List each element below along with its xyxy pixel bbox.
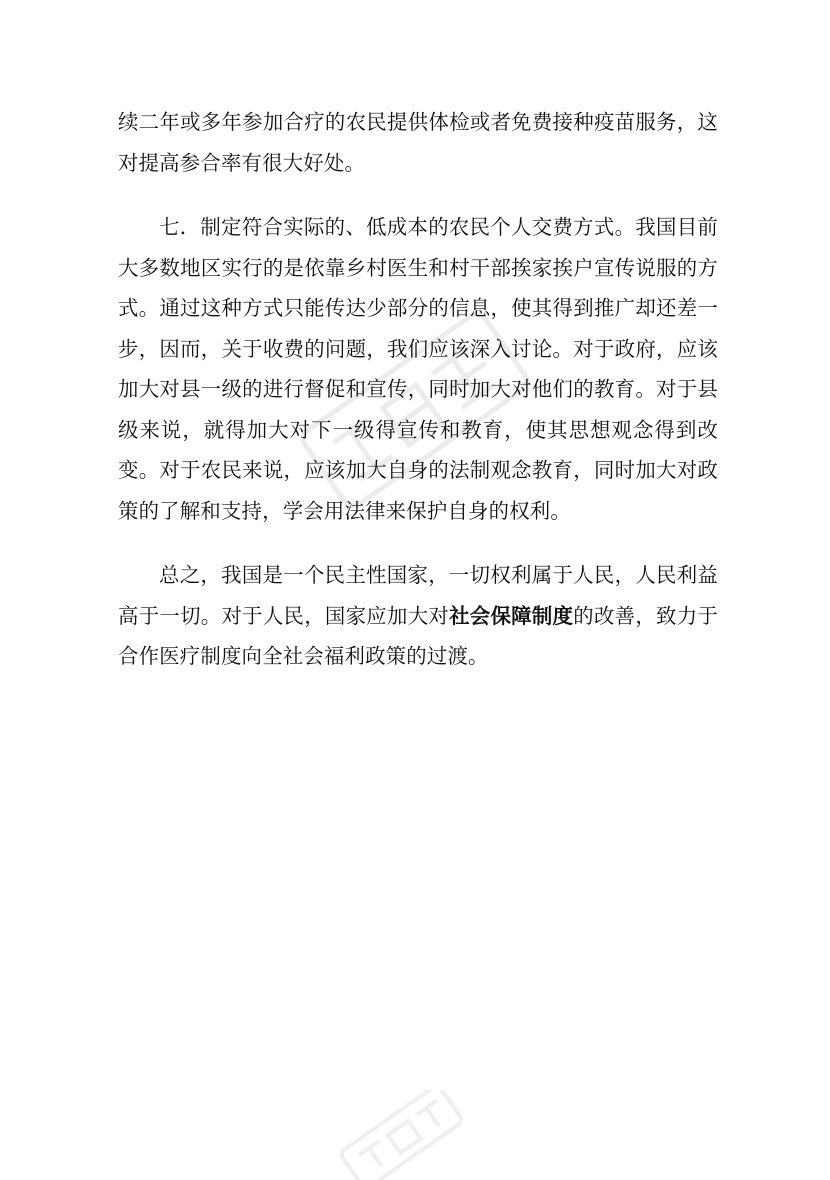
paragraph-conclusion bbox=[118, 555, 718, 677]
conclusion-bold-term: 社会保障制度 bbox=[449, 603, 574, 628]
conclusion-text-before: 总之，我国是一个民主性国家，一切权利属于人民，人民利益高于一切。对于人民，国家应加大对 bbox=[118, 563, 718, 628]
watermark-logo-bottom bbox=[330, 1090, 470, 1180]
paragraph-seven: 七．制定符合实际的、低成本的农民个人交费方式。我国目前大多数地区实行的是依靠乡村医生和村干部挨家挨户宣传说服的方式。通过这种方式只能传达少部分的信息，使其得到推广却还差一步，因而，关于收费的问题，我们应该深入讨论。对于政府，应该加大对县一级的进行督促和宣传，同时加大对他们的教育。对于县级来说，就得加大对下一级得宣传和教育，使其思想观念得到改变。对于农民来说，应该加大自身的法制观念教育，同时加大对政策的了解和支持，学会用法律来保护自身的权利。 bbox=[118, 215, 718, 523]
paragraph-continuation: 续二年或多年参加合疗的农民提供体检或者免费接种疫苗服务，这对提高参合率有很大好处。 bbox=[118, 110, 718, 175]
document-body bbox=[118, 102, 718, 677]
conclusion-text-after: 的改善，致力于合作医疗制度向全社会福利政策的过渡。 bbox=[118, 603, 718, 668]
